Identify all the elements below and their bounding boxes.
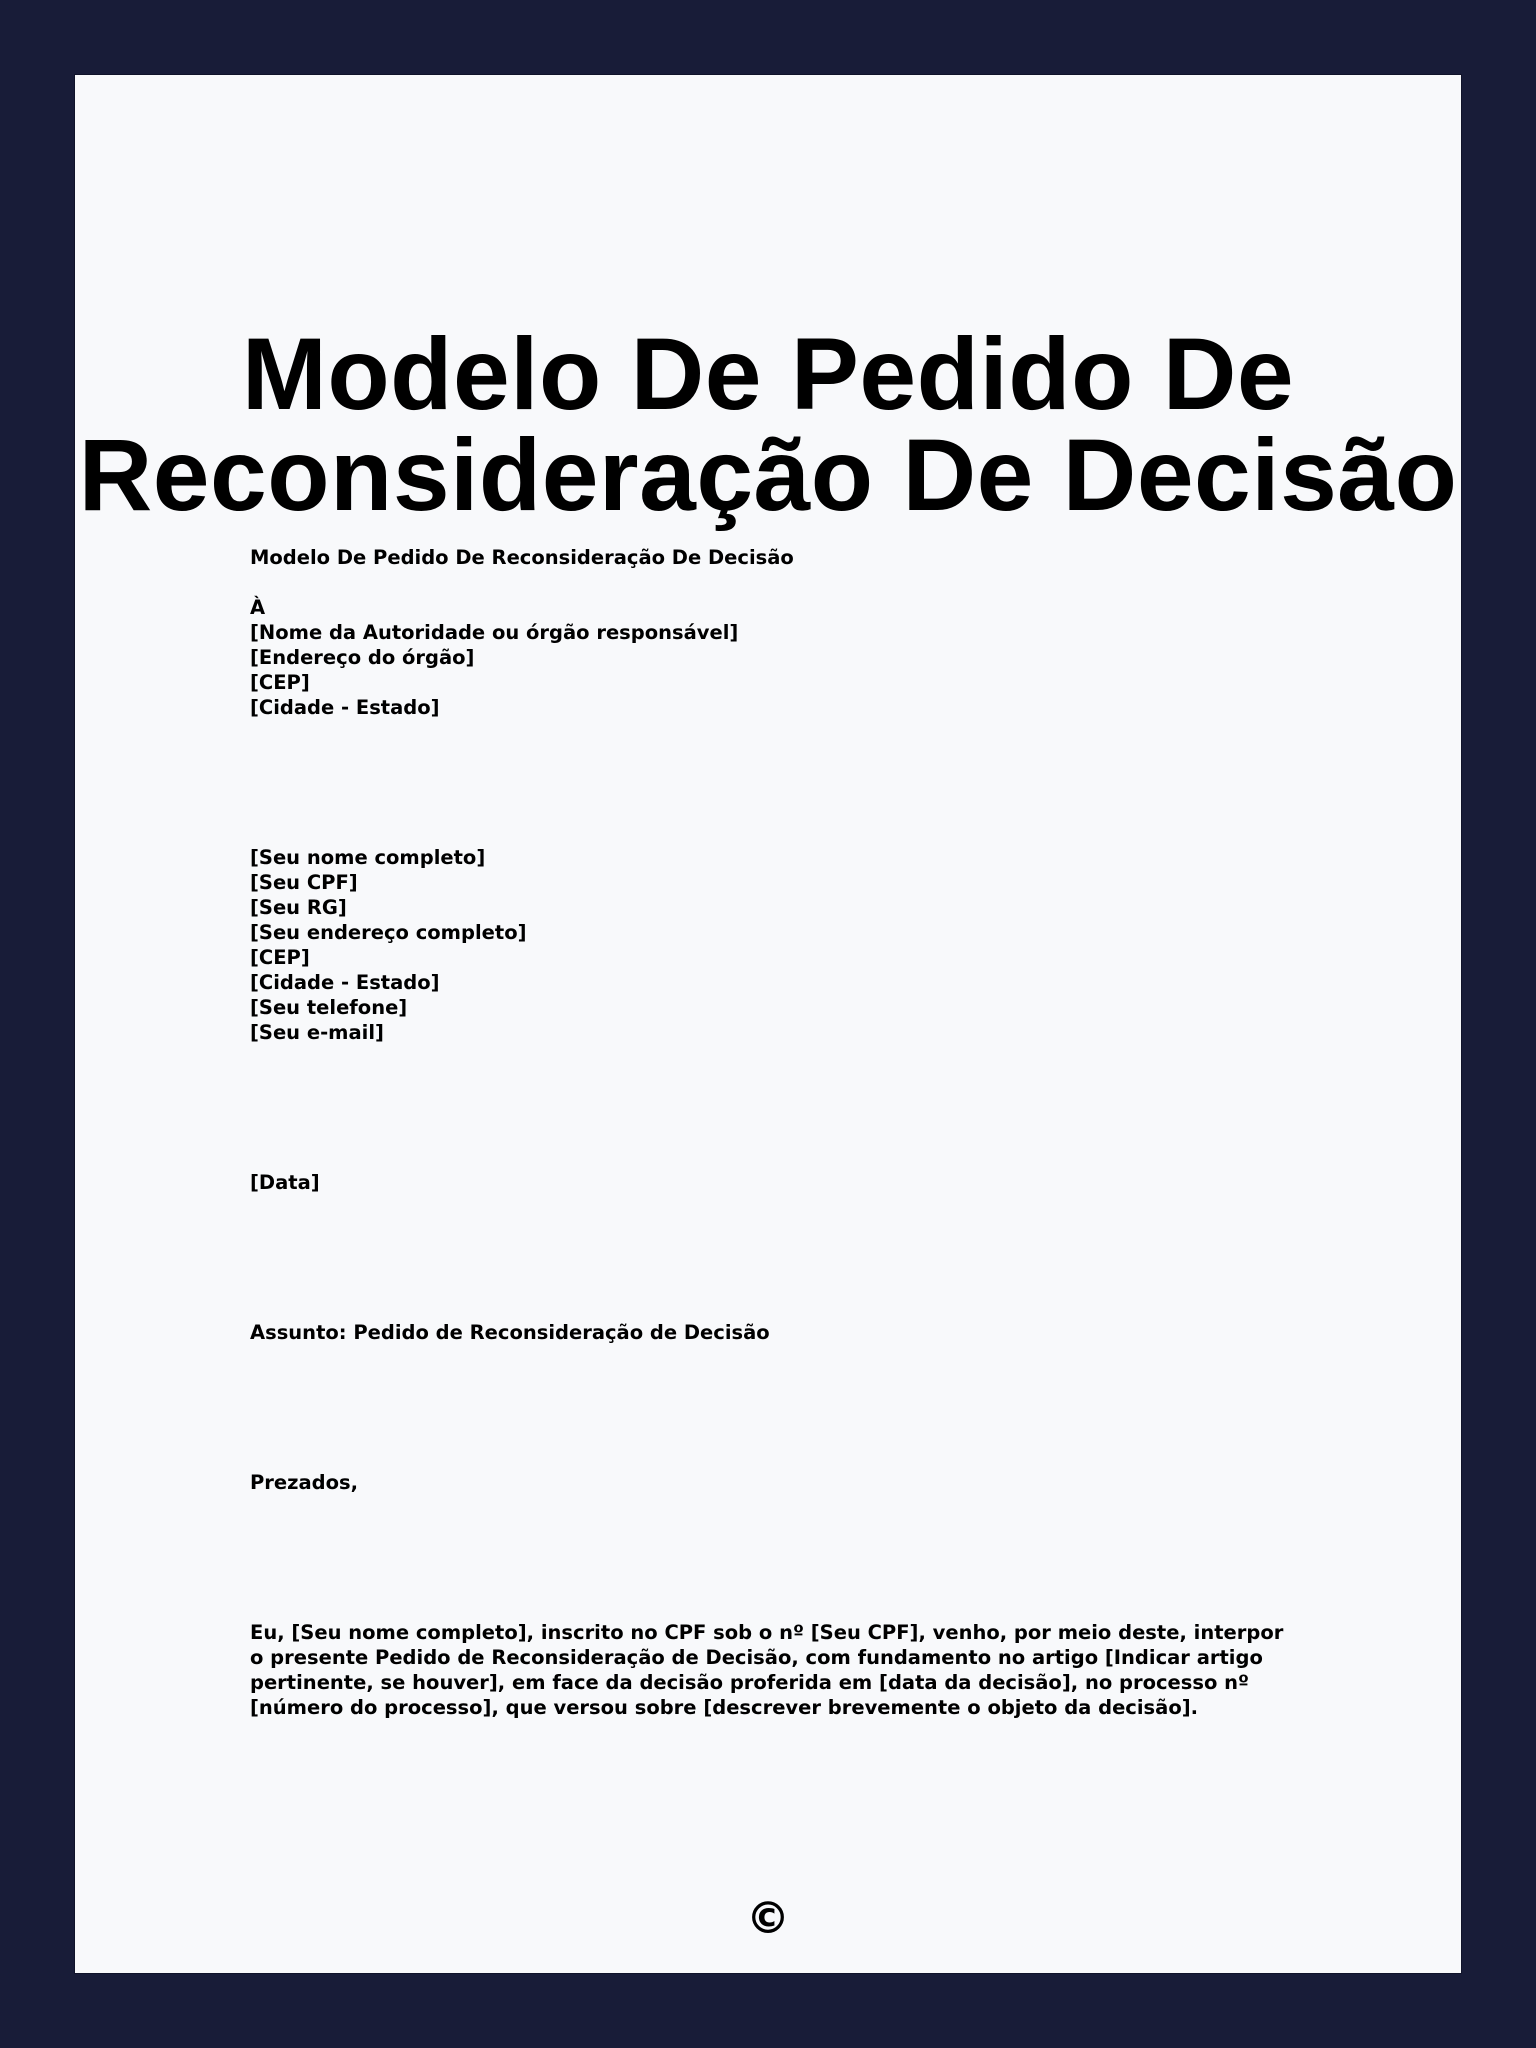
- document-page: [75, 75, 1461, 1973]
- spacer: [250, 1070, 1360, 1095]
- sender-cep: [CEP]: [250, 946, 310, 969]
- spacer: [250, 720, 1360, 745]
- spacer: [250, 1270, 1360, 1295]
- sender-phone: [Seu telefone]: [250, 996, 408, 1019]
- sender-cpf: [Seu CPF]: [250, 871, 358, 894]
- sender-email: [Seu e-mail]: [250, 1021, 384, 1044]
- sender-block: [250, 845, 1360, 1045]
- sender-name: [Seu nome completo]: [250, 846, 486, 869]
- spacer: [250, 1095, 1360, 1120]
- recipient-address: [Endereço do órgão]: [250, 646, 475, 669]
- recipient-city-state: [Cidade - Estado]: [250, 696, 440, 719]
- spacer: [250, 1445, 1360, 1470]
- recipient-to: À: [250, 596, 266, 619]
- document-subtitle: Modelo De Pedido De Reconsideração De Decisão: [250, 546, 794, 569]
- sender-city-state: [Cidade - Estado]: [250, 971, 440, 994]
- document-date: [Data]: [250, 1171, 320, 1194]
- spacer: [250, 1570, 1360, 1595]
- spacer: [250, 1545, 1360, 1570]
- page-title-line-1: Modelo De Pedido De: [241, 317, 1295, 431]
- document-greeting: Prezados,: [250, 1471, 359, 1494]
- spacer: [250, 820, 1360, 845]
- document-subject: Assunto: Pedido de Reconsideração de Decisão: [250, 1321, 770, 1344]
- spacer: [250, 1145, 1360, 1170]
- spacer: [250, 570, 1360, 595]
- document-body: [250, 545, 1360, 1720]
- sender-rg: [Seu RG]: [250, 896, 347, 919]
- spacer: [250, 1395, 1360, 1420]
- page-title-line-2: Reconsideração De Decisão: [78, 418, 1458, 532]
- copyright-icon: ©: [746, 1893, 790, 1944]
- spacer: [250, 770, 1360, 795]
- spacer: [250, 1420, 1360, 1445]
- spacer: [250, 795, 1360, 820]
- sender-address: [Seu endereço completo]: [250, 921, 527, 944]
- spacer: [250, 1295, 1360, 1320]
- spacer: [250, 1220, 1360, 1245]
- spacer: [250, 1345, 1360, 1370]
- body-paragraph: Eu, [Seu nome completo], inscrito no CPF sob o nº [Seu CPF], venho, por meio deste, interpor o presente Pedido de Reconsideração de Decisão, com fundamento no artigo [Indicar artigo pertinente, se houver], em face da decisão proferida em [data da decisão], no processo nº [número do processo], que versou sobre [descrever brevemente o objeto da decisão].: [250, 1621, 1284, 1719]
- spacer: [250, 745, 1360, 770]
- page-title: [75, 317, 1461, 532]
- spacer: [250, 1245, 1360, 1270]
- spacer: [250, 1195, 1360, 1220]
- spacer: [250, 1045, 1360, 1070]
- spacer: [250, 1520, 1360, 1545]
- spacer: [250, 1370, 1360, 1395]
- spacer: [250, 1120, 1360, 1145]
- recipient-cep: [CEP]: [250, 671, 310, 694]
- recipient-block: [250, 595, 1360, 720]
- spacer: [250, 1495, 1360, 1520]
- recipient-authority: [Nome da Autoridade ou órgão responsável]: [250, 621, 739, 644]
- spacer: [250, 1595, 1360, 1620]
